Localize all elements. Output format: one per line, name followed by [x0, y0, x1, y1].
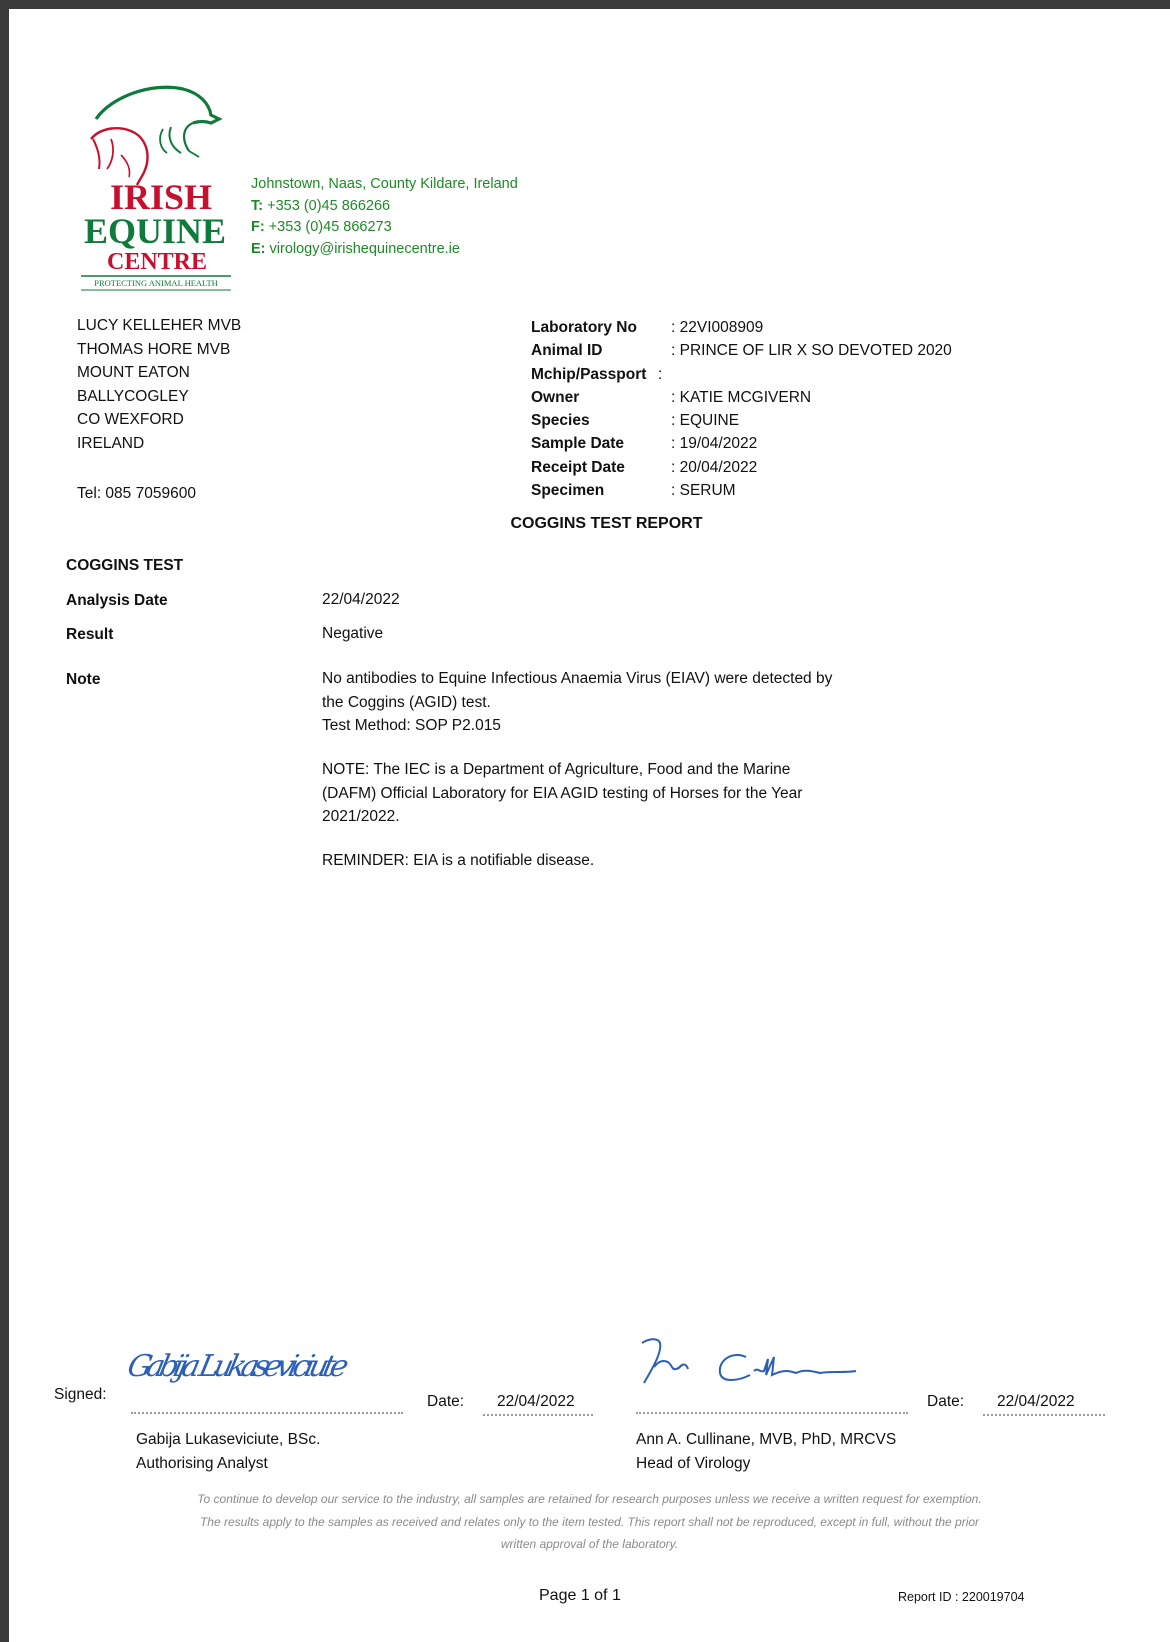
fax-label: F:	[251, 219, 265, 235]
note-line: Test Method: SOP P2.015	[322, 717, 501, 734]
address-line: THOMAS HORE MVB	[77, 340, 231, 358]
head-date-value: 22/04/2022	[997, 1393, 1075, 1410]
analyst-signature-line	[131, 1412, 403, 1414]
test-heading: COGGINS TEST	[66, 557, 184, 574]
logo-irish-text: IRISH	[109, 177, 213, 217]
info-label: Animal ID	[531, 342, 603, 360]
info-value: : KATIE MCGIVERN	[671, 388, 812, 406]
info-label: Owner	[531, 388, 580, 406]
result-value: Negative	[322, 625, 384, 642]
head-date-label: Date:	[927, 1393, 965, 1410]
report-page	[9, 9, 1170, 1642]
note-label: Note	[66, 671, 101, 688]
info-label: Species	[531, 412, 590, 430]
info-value: : PRINCE OF LIR X SO DEVOTED 2020	[671, 342, 952, 360]
info-value: : 22VI008909	[671, 319, 764, 336]
sample-info	[531, 316, 952, 502]
phone-label: T:	[251, 197, 264, 214]
logo-equine-text: EQUINE	[83, 211, 227, 251]
disclaimer-line: written approval of the laboratory.	[500, 1537, 679, 1551]
analyst-date-value: 22/04/2022	[497, 1393, 575, 1410]
email-link[interactable]: virology@irishequinecentre.ie	[269, 240, 460, 257]
recipient-tel: Tel: 085 7059600	[77, 485, 196, 502]
contact-block	[251, 174, 518, 260]
info-value: : SERUM	[671, 482, 736, 500]
info-row	[531, 432, 952, 455]
horse-logo-icon	[71, 77, 251, 307]
page-number: Page 1 of 1	[539, 1587, 621, 1604]
fax-value: +353 (0)45 866273	[268, 219, 392, 235]
note-line: 2021/2022.	[322, 808, 400, 825]
info-row	[531, 456, 952, 479]
head-signature-line	[636, 1412, 908, 1414]
contact-phone	[251, 196, 518, 218]
note-line: the Coggins (AGID) test.	[322, 693, 491, 711]
note-paragraph-2	[322, 758, 802, 829]
info-value: : 19/04/2022	[671, 435, 758, 453]
info-row	[531, 409, 952, 432]
info-row	[531, 386, 952, 409]
disclaimer-line: To continue to develop our service to the industry, all samples are retained for research purposes unless we receive a written request for exemption.	[197, 1492, 982, 1506]
irish-equine-centre-logo	[71, 77, 251, 307]
head-signature-image	[634, 1329, 904, 1395]
info-row	[531, 339, 952, 362]
contact-address: Johnstown, Naas, County Kildare, Ireland	[251, 176, 518, 192]
analysis-date-value: 22/04/2022	[322, 591, 400, 608]
note-line: No antibodies to Equine Infectious Anaemia Virus (EIAV) were detected by	[322, 670, 833, 687]
analysis-date-label: Analysis Date	[66, 592, 168, 609]
info-label: Laboratory No	[531, 319, 637, 336]
info-label: Sample Date	[531, 435, 625, 453]
report-id: Report ID : 220019704	[898, 1590, 1025, 1604]
address-line: CO WEXFORD	[77, 411, 184, 428]
disclaimer-line: The results apply to the samples as received and relates only to the item tested. This report shall not be reproduced, except in full, without the prior	[199, 1514, 980, 1529]
analyst-date-label: Date:	[427, 1393, 465, 1410]
contact-fax	[251, 217, 518, 239]
info-value: :	[658, 365, 663, 383]
svg-text:Gabija Lukaseviciute: Gabija Lukaseviciute	[124, 1349, 352, 1384]
note-line: NOTE: The IEC is a Department of Agriculture, Food and the Marine	[322, 761, 791, 778]
info-row	[531, 363, 952, 386]
head-identity	[636, 1428, 896, 1476]
analyst-identity	[136, 1428, 320, 1476]
result-label: Result	[66, 626, 114, 643]
address-line: MOUNT EATON	[77, 364, 190, 381]
head-role: Head of Virology	[636, 1455, 751, 1472]
note-line: (DAFM) Official Laboratory for EIA AGID testing of Horses for the Year	[322, 784, 803, 802]
contact-email	[251, 239, 518, 261]
info-label: Specimen	[531, 482, 605, 500]
note-paragraph-1	[322, 667, 832, 738]
email-label: E:	[251, 240, 266, 257]
analyst-date-line	[483, 1414, 593, 1416]
signed-label: Signed:	[54, 1386, 107, 1403]
head-name: Ann A. Cullinane, MVB, PhD, MRCVS	[636, 1431, 897, 1448]
head-date-line	[983, 1414, 1105, 1416]
logo-tagline: PROTECTING ANIMAL HEALTH	[94, 278, 218, 288]
info-row	[531, 479, 952, 502]
recipient-address	[77, 314, 241, 455]
head-signature	[634, 1329, 904, 1395]
analyst-role: Authorising Analyst	[136, 1455, 268, 1472]
address-line: IRELAND	[77, 434, 145, 452]
info-label: Mchip/Passport	[531, 365, 647, 383]
footer-disclaimer	[9, 1488, 1170, 1556]
analyst-signature	[124, 1334, 401, 1392]
analyst-name: Gabija Lukaseviciute, BSc.	[136, 1431, 321, 1448]
info-label: Receipt Date	[531, 458, 625, 476]
info-value: : 20/04/2022	[671, 458, 758, 476]
analyst-signature-image	[124, 1334, 401, 1392]
info-row	[531, 316, 952, 339]
report-title	[9, 515, 1170, 533]
logo-centre-text: CENTRE	[106, 249, 208, 275]
phone-value: +353 (0)45 866266	[267, 197, 391, 214]
info-value: : EQUINE	[671, 412, 740, 430]
report-title-text: COGGINS TEST REPORT	[510, 515, 703, 532]
note-reminder: REMINDER: EIA is a notifiable disease.	[322, 852, 595, 869]
address-line: LUCY KELLEHER MVB	[77, 317, 242, 334]
address-line: BALLYCOGLEY	[77, 387, 189, 405]
